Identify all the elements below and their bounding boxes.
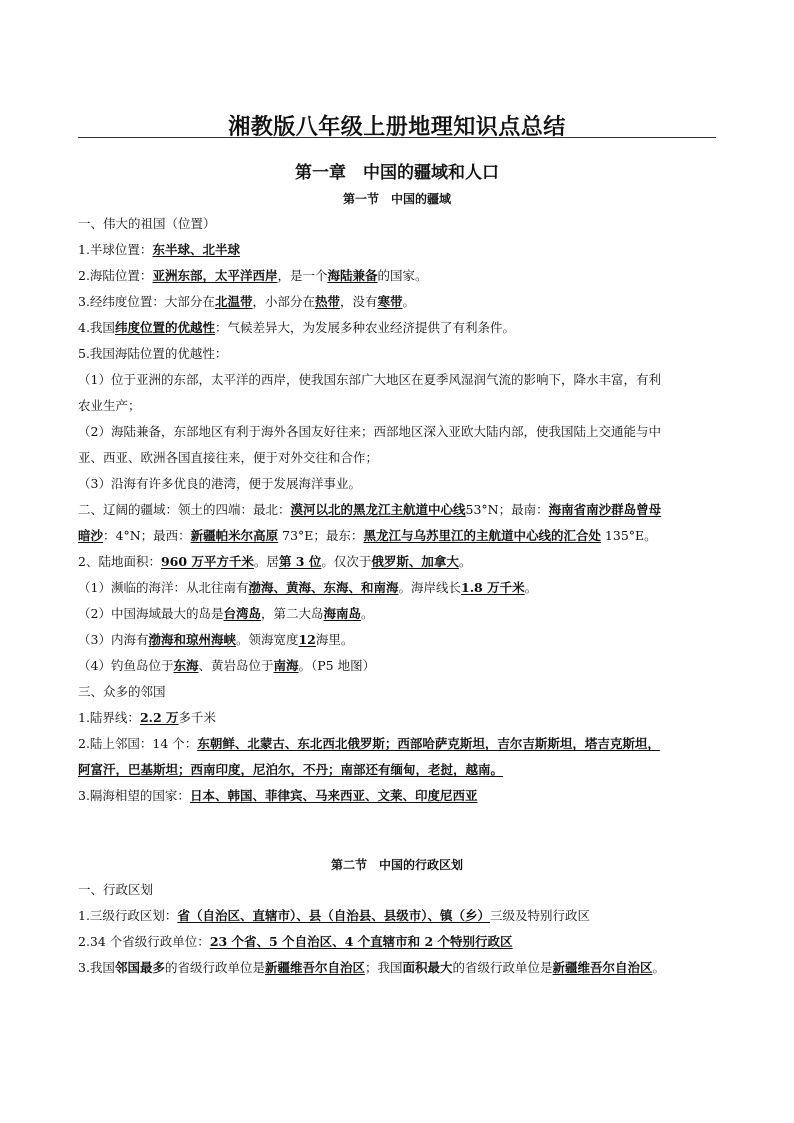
text: 。 (458, 554, 472, 569)
text: 。 (402, 294, 416, 309)
text: 3.经纬度位置：大部分在 (78, 294, 215, 309)
land-border-line (78, 710, 723, 726)
advantage-1a: （1）位于亚洲的东部，太平洋的西岸，使我国东部广大地区在夏季风湿润气流的影响下，降水丰富，有利 (78, 372, 661, 387)
advantage-2b: 亚、西亚、欧洲各国直接往来，便于对外交往和合作； (78, 450, 379, 465)
para-heading-position: 一、伟大的祖国（位置） (78, 216, 216, 231)
text: （1）濒临的海洋：从北往南有 (78, 580, 249, 595)
key-term: 黑龙江与乌苏里江的主航道中心线的汇合处 (363, 528, 601, 543)
text: ，没有 (339, 294, 378, 309)
text: 73°E；最东： (278, 528, 364, 543)
text: 。居 (253, 554, 279, 569)
key-term: 东海 (173, 658, 199, 673)
advantage-3: （3）沿海有许多优良的港湾，便于发展海洋事业。 (78, 476, 361, 491)
latitude-advantage-line (78, 320, 723, 336)
text: 3.隔海相望的国家： (78, 788, 190, 803)
text: 的国家。 (377, 268, 428, 283)
text: 。 (652, 960, 666, 975)
key-term: 渤海、黄海、东海、和南海 (248, 580, 399, 595)
key-term: 北温带 (214, 294, 253, 309)
land-neighbors-line-2 (78, 762, 723, 778)
text: （2）中国海域最大的岛是 (78, 606, 224, 621)
land-area-line (78, 554, 723, 570)
key-term: 日本、韩国、菲律宾、马来西亚、文莱、印度尼西亚 (189, 788, 478, 803)
text: 2.陆上邻国：14 个： (78, 736, 198, 751)
key-term: 暗沙 (78, 528, 104, 543)
sea-land-advantage-heading: 5.我国海陆位置的优越性： (78, 346, 228, 361)
key-term: 海南省南沙群岛曾母 (548, 502, 662, 517)
text: 三级及特别行政区 (489, 908, 590, 923)
text: ：气候差异大，为发展多种农业经济提供了有利条件。 (214, 320, 515, 335)
text: 二、辽阔的疆域：领土的四端：最北： (78, 502, 291, 517)
text: 。 (524, 580, 538, 595)
key-term: 2.2 万 (139, 710, 179, 725)
text: ：4°N；最西： (103, 528, 191, 543)
seas-line (78, 580, 723, 596)
key-term: 纬度位置的优越性 (114, 320, 215, 335)
key-term: 邻国最多 (114, 960, 165, 975)
key-term: 12 (298, 632, 316, 647)
xinjiang-line (78, 960, 723, 976)
key-term: 第 3 位 (278, 554, 322, 569)
advantage-1b: 农业生产； (78, 398, 141, 413)
territory-line-1 (78, 502, 723, 518)
text: ，第二大岛 (260, 606, 324, 621)
text: ，是一个 (277, 268, 328, 283)
key-term: 23 个省、5 个自治区、4 个直辖市和 2 个特别行政区 (209, 934, 513, 949)
text: 135°E。 (600, 528, 657, 543)
text: 。海岸线长 (398, 580, 461, 595)
sea-neighbors-line (78, 788, 723, 804)
title-rule (78, 137, 716, 138)
key-term: 1.8 万千米 (461, 580, 525, 595)
provinces-line (78, 934, 723, 950)
key-term: 阿富汗，巴基斯坦；西南印度，尼泊尔，不丹；南部还有缅甸，老挝，越南。 (78, 762, 504, 777)
key-term: 960 万平方千米 (160, 554, 254, 569)
key-term: 海南岛 (323, 606, 362, 621)
hemisphere-line (78, 242, 723, 258)
text: 2.34 个省级行政单位： (78, 934, 210, 949)
text: 4.我国 (78, 320, 115, 335)
diaoyu-line (78, 658, 723, 674)
key-term: 亚洲东部，太平洋西岸 (152, 268, 278, 283)
text: 。领海宽度 (235, 632, 299, 647)
neighbors-heading: 三、众多的邻国 (78, 684, 166, 699)
key-term: 南海 (273, 658, 299, 673)
text: 2、陆地面积： (78, 554, 161, 569)
islands-line (78, 606, 723, 622)
key-term: 东半球、北半球 (152, 242, 240, 257)
text: 的省级行政单位是 (452, 960, 553, 975)
text: ；我国 (364, 960, 403, 975)
land-neighbors-line-1 (78, 736, 723, 752)
inner-sea-line (78, 632, 723, 648)
key-term: 渤海和琼州海峡 (148, 632, 236, 647)
key-term: 新疆帕米尔高原 (190, 528, 279, 543)
text: （3）内海有 (78, 632, 149, 647)
text: 3.我国 (78, 960, 115, 975)
text: 1.半球位置： (78, 242, 153, 257)
key-term: 面积最大 (402, 960, 453, 975)
key-term: 省（自治区、直辖市）、县（自治县、县级市）、镇（乡） (177, 908, 490, 923)
key-term: 俄罗斯、加拿大 (371, 554, 459, 569)
text: （4）钓鱼岛位于 (78, 658, 174, 673)
section-2-heading: 第二节 中国的行政区划 (330, 858, 463, 872)
key-term: 海陆兼备 (327, 268, 378, 283)
three-levels-line (78, 908, 723, 924)
sea-land-line (78, 268, 723, 284)
key-term: 新疆维吾尔自治区 (264, 960, 365, 975)
key-term: 漠河以北的黑龙江主航道中心线 (290, 502, 466, 517)
key-term: 寒带 (377, 294, 403, 309)
text: 的省级行政单位是 (164, 960, 265, 975)
text: 海里。 (315, 632, 354, 647)
latitude-line (78, 294, 723, 310)
text: 1.陆界线： (78, 710, 140, 725)
admin-heading: 一、行政区划 (78, 882, 154, 897)
key-term: 台湾岛 (223, 606, 261, 621)
text: 。 (361, 606, 374, 621)
text: 。（P5 地图） (298, 658, 376, 673)
text: 53°N；最南： (465, 502, 549, 517)
text: 、黄岩岛位于 (198, 658, 274, 673)
key-term: 新疆维吾尔自治区 (552, 960, 653, 975)
section-1-heading: 第一节 中国的疆域 (342, 192, 451, 206)
text: 。仅次于 (321, 554, 372, 569)
text: ，小部分在 (252, 294, 315, 309)
chapter-heading: 第一章 中国的疆域和人口 (295, 163, 499, 183)
advantage-2a: （2）海陆兼备，东部地区有利于海外各国友好往来；西部地区深入亚欧大陆内部，使我国陆上交通能与中 (78, 424, 661, 439)
text: 多千米 (178, 710, 217, 725)
territory-line-2 (78, 528, 723, 544)
key-term: 东朝鲜、北蒙古、东北西北俄罗斯；西部哈萨克斯坦，吉尔吉斯斯坦，塔吉克斯坦， (197, 736, 660, 751)
document-title: 湘教版八年级上册地理知识点总结 (228, 115, 566, 140)
key-term: 热带 (314, 294, 340, 309)
text: 1.三级行政区划： (78, 908, 178, 923)
text: 2.海陆位置： (78, 268, 153, 283)
